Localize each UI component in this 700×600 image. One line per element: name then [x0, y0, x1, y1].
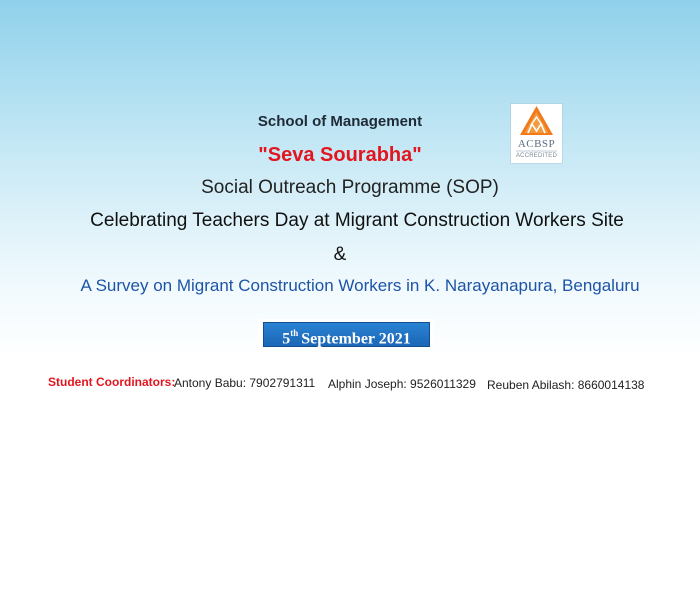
date-day: 5 [282, 330, 291, 348]
programme-title: Social Outreach Programme (SOP) [201, 177, 499, 198]
date-month-year: September 2021 [301, 330, 411, 348]
coordinator-1: Antony Babu: 7902791311 [174, 376, 316, 390]
school-name: School of Management [257, 113, 423, 130]
acbsp-logo-subtitle: ACCREDITED [515, 153, 557, 159]
event-date [263, 322, 430, 347]
event-name: "Seva Sourabha" [258, 144, 422, 166]
acbsp-logo-name: ACBSP [517, 138, 556, 150]
coordinator-3: Reuben Abilash: 8660014138 [487, 378, 645, 392]
acbsp-logo [511, 104, 562, 163]
event-date-badge [258, 319, 434, 349]
survey-title: A Survey on Migrant Construction Workers in K. Narayanapura, Bengaluru [80, 276, 640, 295]
ampersand: & [333, 244, 347, 265]
coordinator-2: Alphin Joseph: 9526011329 [328, 377, 476, 391]
date-suffix: th [290, 328, 299, 338]
celebration-title: Celebrating Teachers Day at Migrant Construction Workers Site [90, 210, 624, 231]
coordinators-label: Student Coordinators: [48, 375, 176, 389]
